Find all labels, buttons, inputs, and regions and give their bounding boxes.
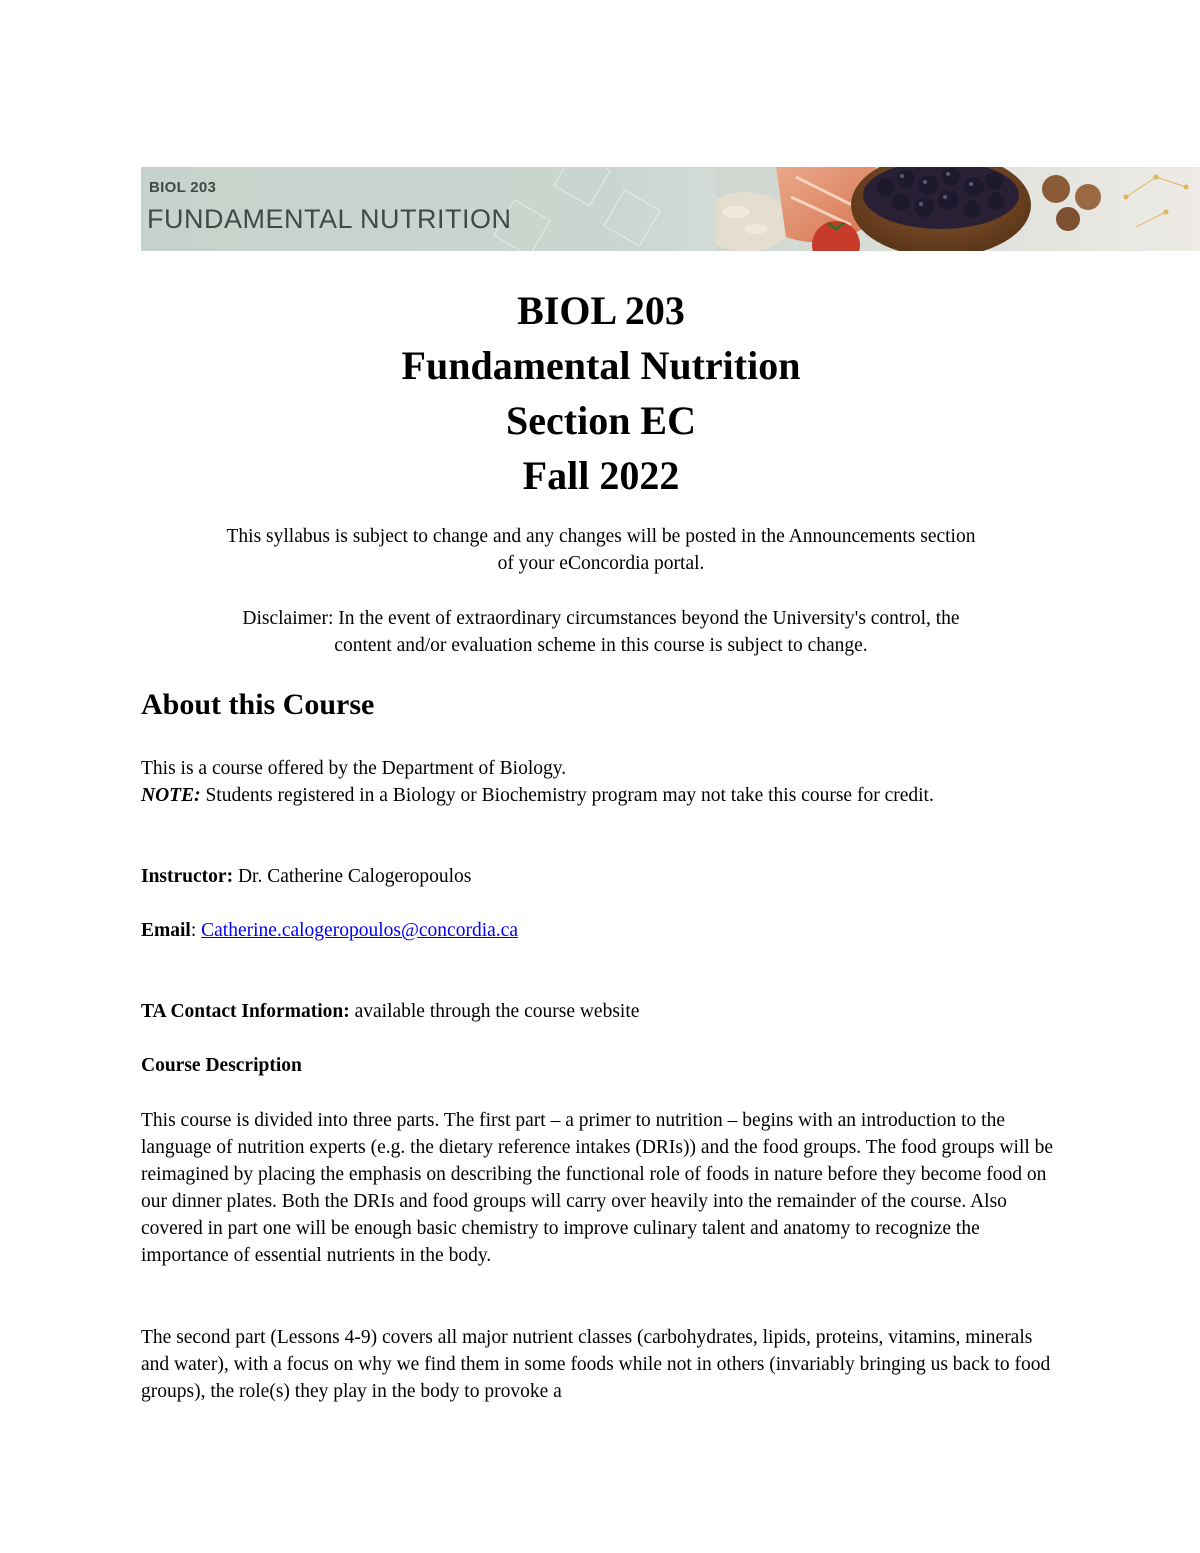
instructor-name: Dr. Catherine Calogeropoulos	[233, 866, 472, 887]
email-line	[141, 917, 1061, 944]
title-section: Section EC	[506, 398, 696, 443]
note-label: NOTE:	[141, 785, 201, 806]
offered-by-text: This is a course offered by the Department of Biology.	[141, 758, 567, 779]
title-course-code: BIOL 203	[517, 288, 685, 333]
hexagon-decoration	[553, 167, 610, 207]
course-description-label: Course Description	[141, 1055, 302, 1076]
course-banner	[141, 167, 1200, 251]
title-course-name: Fundamental Nutrition	[401, 343, 801, 388]
note-text: Students registered in a Biology or Biochemistry program may not take this course for credit.	[200, 785, 934, 806]
note-paragraph	[141, 782, 1061, 809]
about-course-body	[141, 755, 1061, 809]
banner-course-title: FUNDAMENTAL NUTRITION	[147, 204, 512, 234]
about-course-heading: About this Course	[141, 688, 375, 721]
email-label: Email	[141, 920, 191, 941]
course-description-paragraph-2: The second part (Lessons 4-9) covers all major nutrient classes (carbohydrates, lipids, proteins, vitamins, minerals and water), with a focus on why we find them in some foods while not in others (invariably bringing us back to food groups), the role(s) they play in the body to provoke a	[141, 1327, 1051, 1402]
instructor-email-link[interactable]: Catherine.calogeropoulos@concordia.ca	[201, 920, 518, 941]
syllabus-change-notice: This syllabus is subject to change and any changes will be posted in the Announcements section of your eConcordia portal.	[226, 526, 976, 574]
hexagon-decoration	[603, 189, 660, 246]
ta-contact-line	[141, 998, 1061, 1025]
ta-contact-label: TA Contact Information:	[141, 1001, 350, 1022]
banner-course-code: BIOL 203	[149, 179, 217, 196]
disclaimer-notice: Disclaimer: In the event of extraordinary circumstances beyond the University's control, the content and/or evaluation scheme in this course is subject to change.	[242, 608, 960, 656]
instructor-label: Instructor:	[141, 866, 234, 887]
ta-contact-text: available through the course website	[349, 1001, 640, 1022]
course-description-paragraph-1: This course is divided into three parts. The first part – a primer to nutrition – begins with an introduction to the language of nutrition experts (e.g. the dietary reference intakes (DRIs)) and the food groups. The food groups will be reimagined by placing the emphasis on describing the functional role of foods in nature before they become food on our dinner plates. Both the DRIs and food groups will carry over heavily into the remainder of the course. Also covered in part one will be enough basic chemistry to improve culinary talent and anatomy to recognize the importance of essential nutrients in the body.	[141, 1110, 1054, 1266]
course-title-block	[141, 283, 1061, 503]
title-term: Fall 2022	[522, 453, 680, 498]
course-description-heading	[141, 1052, 1061, 1079]
instructor-line	[141, 863, 1061, 890]
food-photo	[716, 167, 1200, 251]
email-separator: :	[190, 920, 202, 941]
